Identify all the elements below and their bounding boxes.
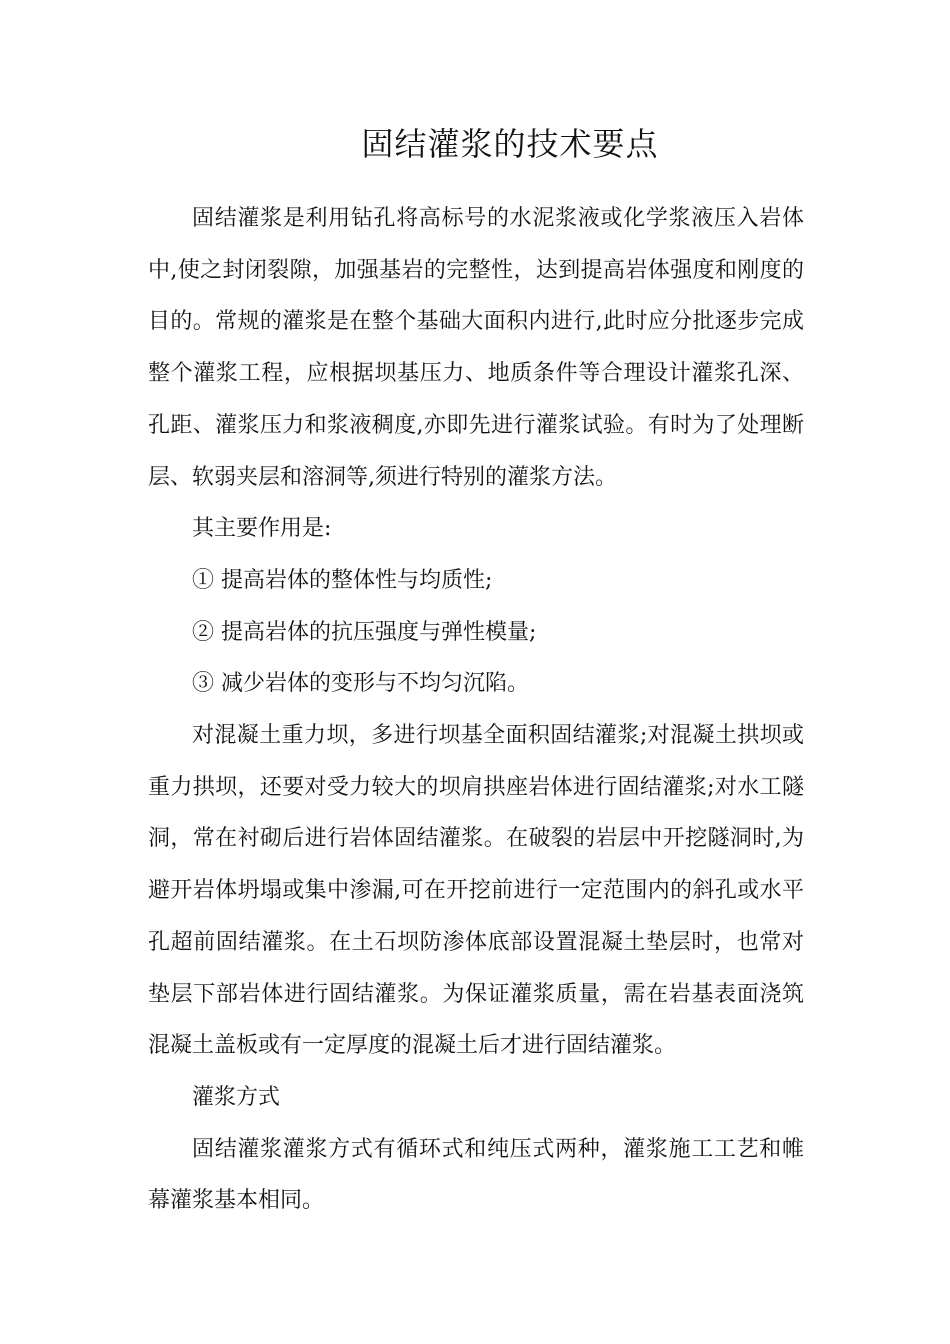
list-item-effect-2: ② 提高岩体的抗压强度与弹性模量; (192, 619, 537, 645)
list-item-effect-1: ① 提高岩体的整体性与均质性; (192, 567, 493, 593)
list-item-effect-3: ③ 减少岩体的变形与不均匀沉陷。 (192, 671, 529, 697)
document-body (148, 193, 804, 1227)
paragraph-main-effects-heading: 其主要作用是: (192, 516, 332, 542)
section-heading-grouting-method: 灌浆方式 (192, 1084, 281, 1110)
document-title: 固结灌浆的技术要点 (361, 125, 659, 163)
paragraph-applications: 对混凝土重力坝，多进行坝基全面积固结灌浆;对混凝土拱坝或重力拱坝，还要对受力较大的坝肩拱座岩体进行固结灌浆;对水工隧洞，常在衬砌后进行岩体固结灌浆。在破裂的岩层中开挖隧洞时,为避开岩体坍塌或集中渗漏,可在开挖前进行一定范围内的斜孔或水平孔超前固结灌浆。在土石坝防渗体底部设置混凝土垫层时，也常对垫层下部岩体进行固结灌浆。为保证灌浆质量，需在岩基表面浇筑混凝土盖板或有一定厚度的混凝土后才进行固结灌浆。 (148, 723, 804, 1059)
paragraph-intro: 固结灌浆是利用钻孔将高标号的水泥浆液或化学浆液压入岩体中,使之封闭裂隙，加强基岩的完整性，达到提高岩体强度和刚度的目的。常规的灌浆是在整个基础大面积内进行,此时应分批逐步完成整个灌浆工程，应根据坝基压力、地质条件等合理设计灌浆孔深、孔距、灌浆压力和浆液稠度,亦即先进行灌浆试验。有时为了处理断层、软弱夹层和溶洞等,须进行特别的灌浆方法。 (148, 206, 804, 490)
paragraph-grouting-method: 固结灌浆灌浆方式有循环式和纯压式两种，灌浆施工工艺和帷幕灌浆基本相同。 (148, 1136, 804, 1214)
